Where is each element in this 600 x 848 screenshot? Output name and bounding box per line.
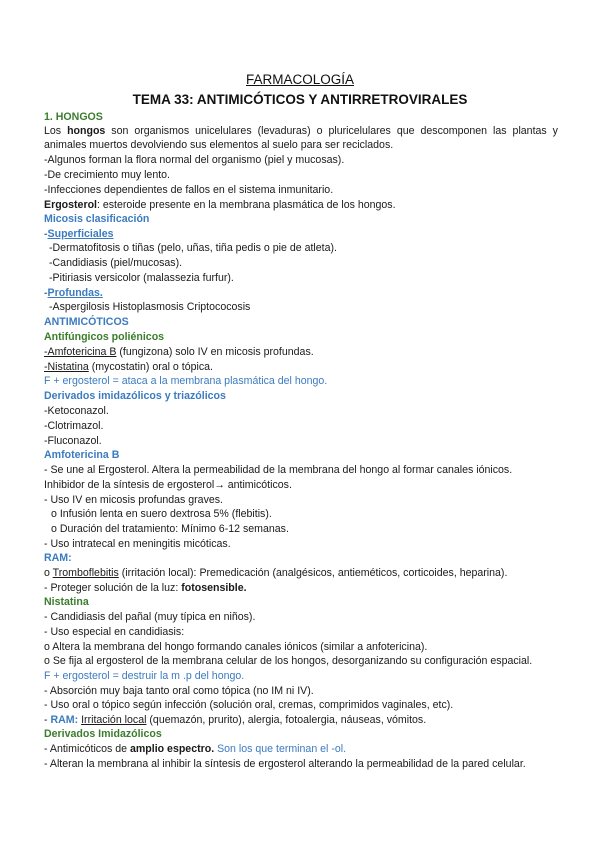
hongos-point: -Infecciones dependientes de fallos en el sistema inmunitario. (44, 184, 334, 196)
nistatina-text: - Candidiasis del pañal (muy típica en niños). (44, 611, 256, 623)
hongos-intro-line-1: Los hongos son organismos unicelulares (levaduras) o pluricelulares que descomponen las plantas y (44, 125, 558, 137)
list-item: -Aspergilosis Histoplasmosis Criptococosis (49, 301, 251, 313)
nistatina-note: F + ergosterol = destruir la m .p del hongo. (44, 670, 245, 682)
hongos-point: -De crecimiento muy lento. (44, 169, 170, 181)
section-heading-hongos: 1. HONGOS (44, 111, 103, 123)
imidazolicos-text: - Alteran la membrana al inhibir la síntesis de ergosterol alterando la permeabilidad de la pared celular. (44, 758, 526, 770)
amfotericina-subitem: o Infusión lenta en suero dextrosa 5% (flebitis). (51, 508, 272, 520)
polienicos-heading: Antifúngicos poliénicos (44, 331, 165, 343)
list-item: -Pitiriasis versicolor (malassezia furfur). (49, 272, 234, 284)
profundas-label: -Profundas. (44, 287, 103, 299)
micosis-heading: Micosis clasificación (44, 213, 150, 225)
ram-tromboflebitis: o Tromboflebitis (irritación local): Premedicación (analgésicos, antieméticos, corticoides, heparina). (44, 567, 508, 579)
ergosterol-definition: Ergosterol: esteroide presente en la membrana plasmática de los hongos. (44, 199, 396, 211)
list-item: -Fluconazol. (44, 435, 102, 447)
subject-title: FARMACOLOGÍA (245, 72, 355, 87)
imidazolicos-text: - Antimicóticos de amplio espectro. Son los que terminan el -ol. (44, 743, 347, 755)
list-item: -Ketoconazol. (44, 405, 109, 417)
amfotericina-text: Inhibidor de la síntesis de ergosterol→ antimicóticos. (44, 479, 292, 491)
ram-heading: RAM: (44, 552, 72, 564)
imidazolicos-heading: Derivados Imidazólicos (44, 728, 162, 740)
antimicoticos-heading: ANTIMICÓTICOS (44, 316, 129, 328)
imidazolicos-triazolicos-heading: Derivados imidazólicos y triazólicos (44, 390, 226, 402)
amfotericina-line: -Amfotericina B (fungizona) solo IV en micosis profundas. (44, 346, 314, 358)
nistatina-heading: Nistatina (44, 596, 89, 608)
nistatina-text: o Altera la membrana del hongo formando canales iónicos (similar a anfotericina). (44, 641, 428, 653)
nistatina-text: - Absorción muy baja tanto oral como tópica (no IM ni IV). (44, 685, 314, 697)
amfotericina-text: - Uso intratecal en meningitis micóticas. (44, 538, 231, 550)
hongos-point: -Algunos forman la flora normal del organismo (piel y mucosas). (44, 154, 345, 166)
nistatina-text: - Uso oral o tópico según infección (solución oral, cremas, comprimidos vaginales, etc). (44, 699, 454, 711)
topic-title: TEMA 33: ANTIMICÓTICOS Y ANTIRRETROVIRALES (132, 92, 468, 107)
list-item: -Candidiasis (piel/mucosas). (49, 257, 183, 269)
amfotericina-text: - Uso IV en micosis profundas graves. (44, 494, 223, 506)
nistatina-ram: - RAM: Irritación local (quemazón, prurito), alergia, fotoalergia, náuseas, vómitos. (44, 714, 427, 726)
nistatina-line: -Nistatina (mycostatin) oral o tópica. (44, 361, 213, 373)
list-item: -Clotrimazol. (44, 420, 104, 432)
nistatina-text: o Se fija al ergosterol de la membrana celular de los hongos, desorganizando su configuración espacial. (44, 655, 533, 667)
nistatina-text: - Uso especial en candidiasis: (44, 626, 185, 638)
polienicos-note: F + ergosterol = ataca a la membrana plasmática del hongo. (44, 375, 328, 387)
ram-fotosensible: - Proteger solución de la luz: fotosensible. (44, 582, 247, 594)
amfotericina-subitem: o Duración del tratamiento: Mínimo 6-12 semanas. (51, 523, 289, 535)
amfotericina-text: - Se une al Ergosterol. Altera la permeabilidad de la membrana del hongo al formar canales iónicos. (44, 464, 513, 476)
list-item: -Dermatofitosis o tiñas (pelo, uñas, tiña pedis o pie de atleta). (49, 242, 337, 254)
superficiales-label: -Superficiales (44, 228, 114, 240)
hongos-intro-line-2: animales muertos devolviendo sus elementos al suelo para ser reciclados. (44, 139, 394, 151)
amfotericina-heading: Amfotericina B (44, 449, 120, 461)
